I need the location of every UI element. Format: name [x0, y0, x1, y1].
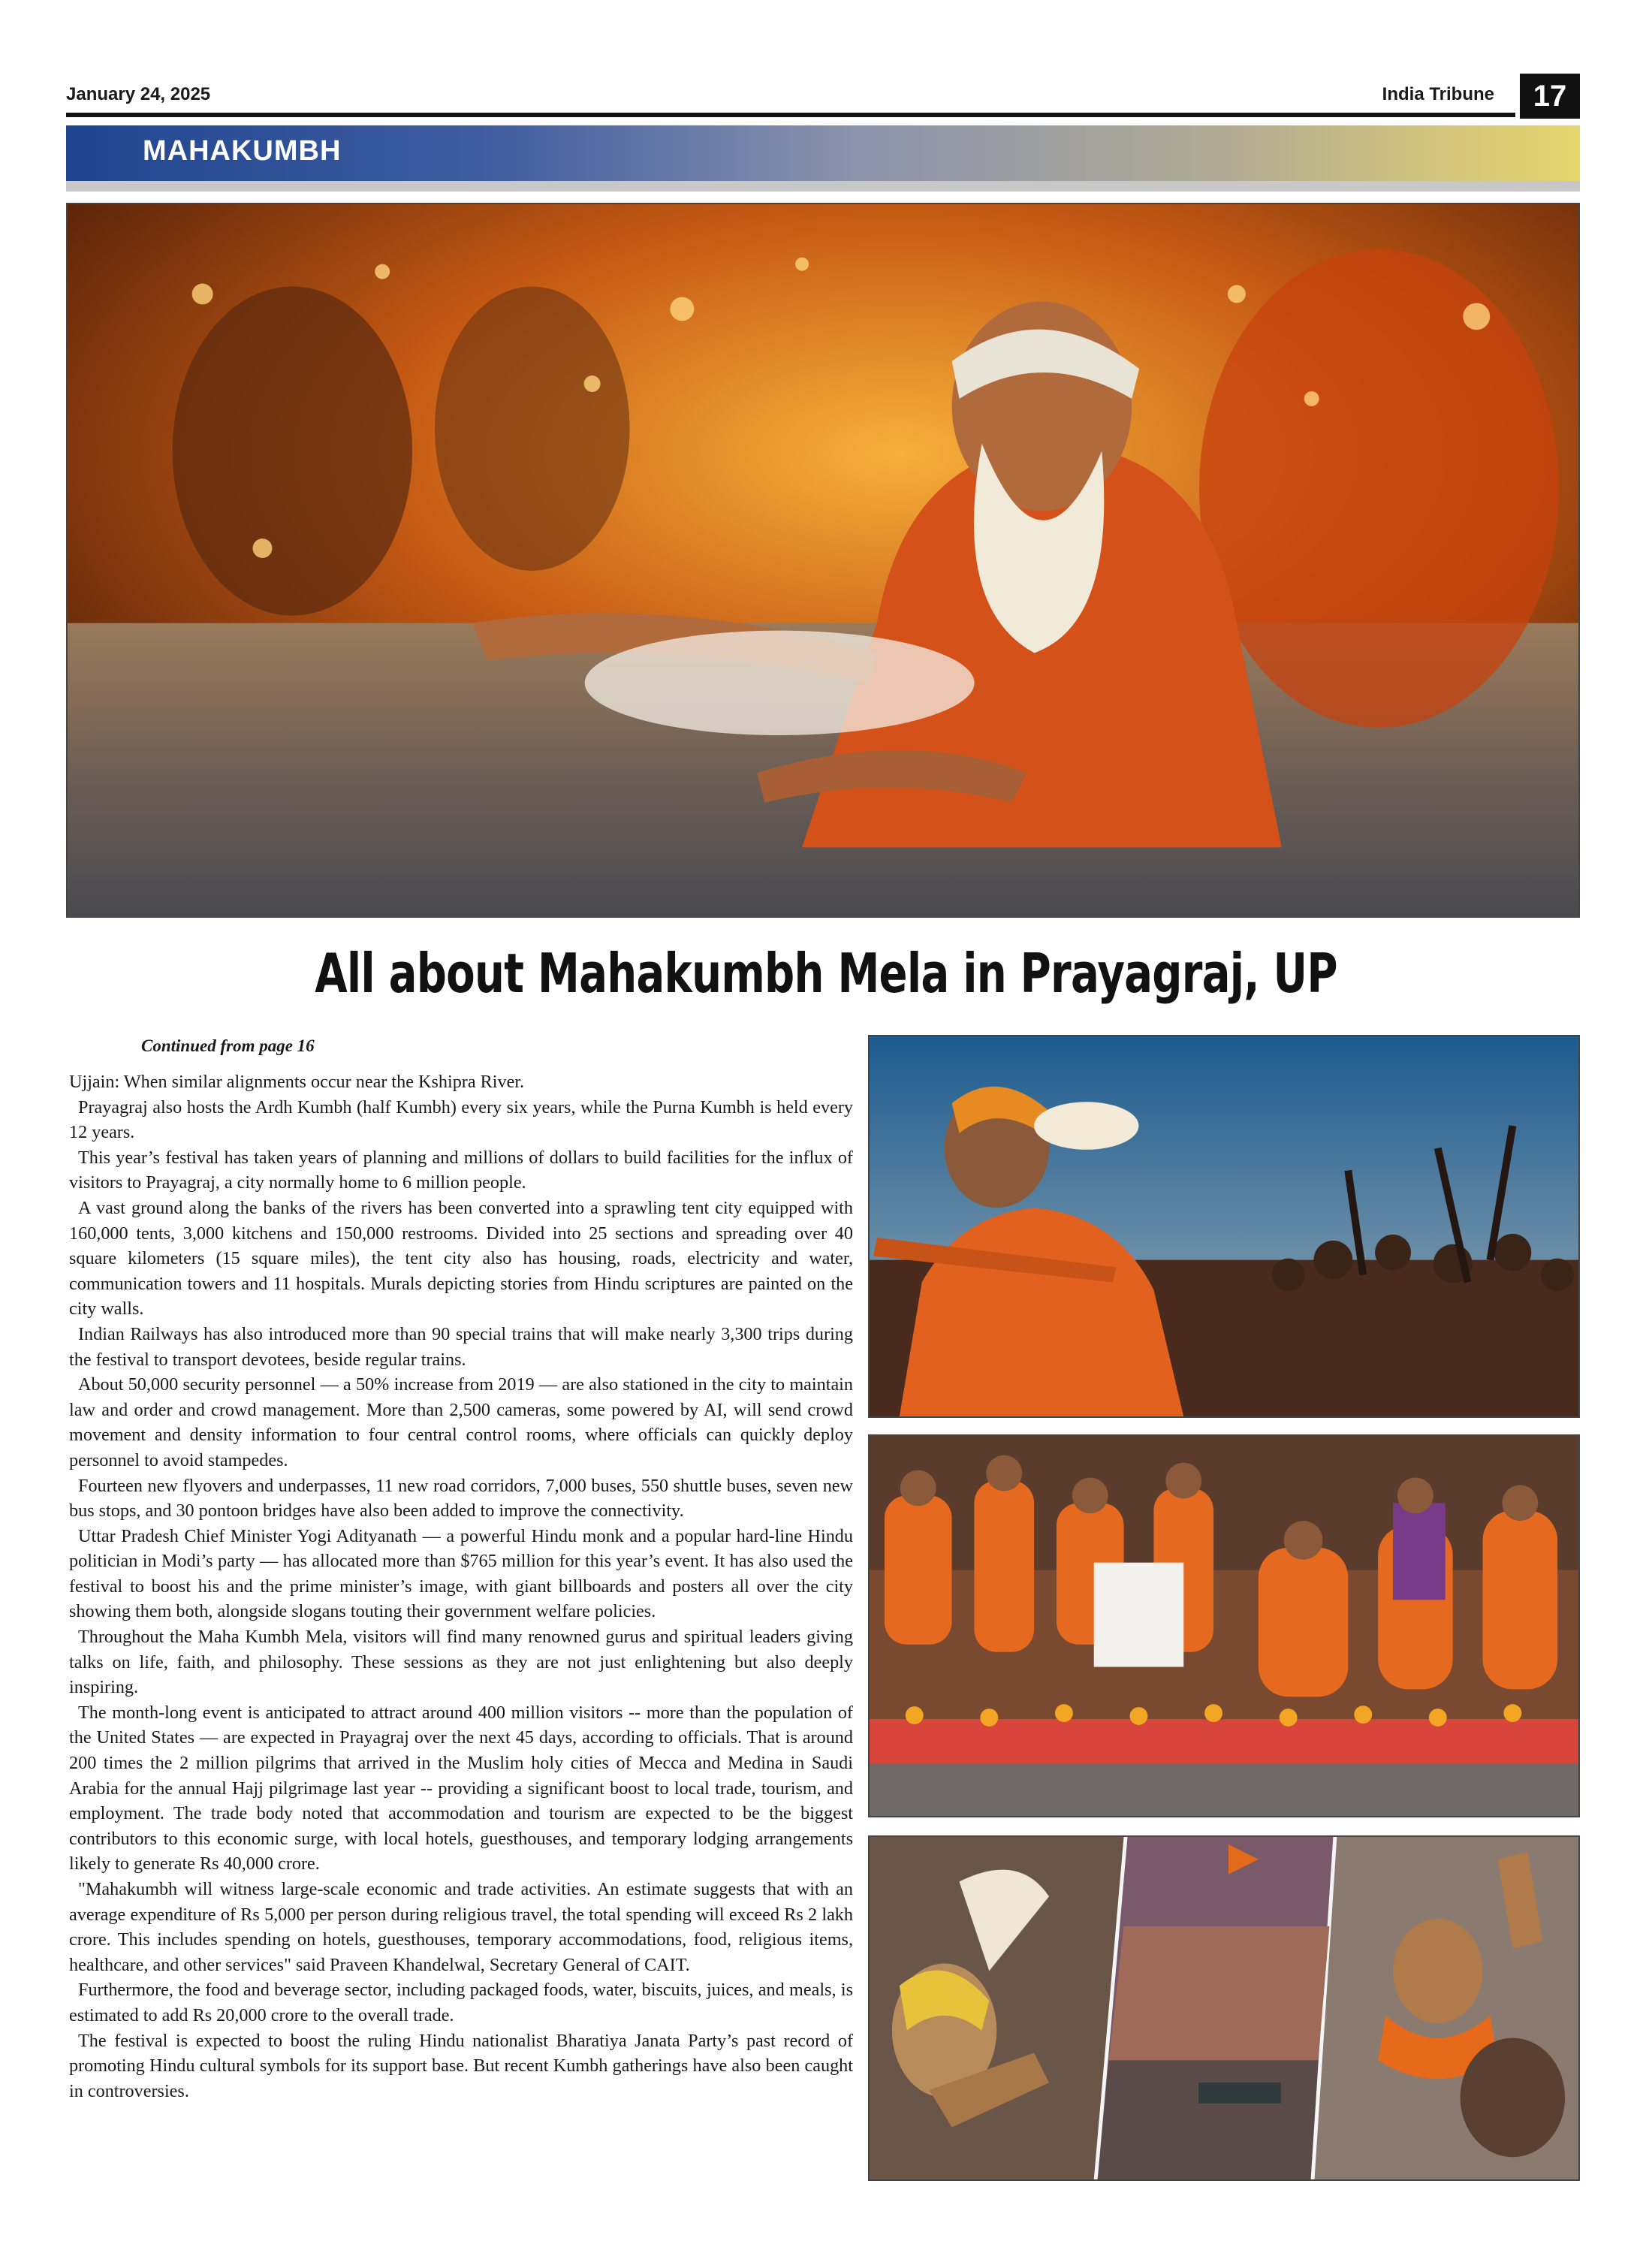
article-paragraph: Fourteen new flyovers and underpasses, 11 new road corridors, 7,000 buses, 550 shuttle buses, seven new bus stops, and 30 pontoon bridges have also been added to improve the connectivity.: [69, 1475, 853, 1522]
article-paragraph: This year’s festival has taken years of planning and millions of dollars to build facilities for the influx of visitors to Prayagraj, a city normally home to 6 million people.: [69, 1147, 853, 1193]
page-number: 17: [1520, 74, 1580, 119]
issue-date: January 24, 2025: [66, 84, 211, 104]
publication-name: India Tribune: [1382, 84, 1494, 104]
mela-collage-photo: [868, 1835, 1580, 2181]
section-underbar: [66, 181, 1580, 192]
article-paragraph: The festival is expected to boost the ruling Hindu nationalist Bharatiya Janata Party’s past record of promoting Hindu cultural symbols for its support base. But recent Kumbh gatherings have also been caught in controversies.: [69, 2030, 853, 2101]
article-paragraph: The month-long event is anticipated to attract around 400 million visitors -- more than the population of the United States — are expected in Prayagraj over the next 45 days, according to officials. That is around 200 times the 2 million pilgrims that arrived in the Muslim holy cities of Mecca and Medina in Saudi Arabia for the annual Hajj pilgrimage last year -- providing a significant boost to local trade, tourism, and employment. The trade body noted that accommodation and tourism are expected to be the biggest contributors to this economic surge, with local hotels, guesthouses, and temporary lodging arrangements likely to generate Rs 40,000 crore.: [69, 1702, 853, 1874]
article-headline: All about Mahakumbh Mela in Prayagraj, UP: [315, 942, 1337, 1005]
article-paragraph: "Mahakumbh will witness large-scale economic and trade activities. An estimate suggests that with an average expenditure of Rs 5,000 per person during religious travel, the total spending will exceed Rs 2 lakh crore. This includes spending on hotels, guesthouses, temporary accommodations, food, religious items, healthcare, and other services" said Praveen Khandelwal, Secretary General of CAIT.: [69, 1879, 853, 1975]
article-paragraph: Indian Railways has also introduced more than 90 special trains that will make nearly 3,300 trips during the festival to transport devotees, beside regular trains.: [69, 1323, 853, 1370]
continued-note: Continued from page 16: [141, 1036, 315, 1055]
article-body: [69, 1069, 853, 2104]
article-paragraph: A vast ground along the banks of the rivers has been converted into a sprawling tent city equipped with 160,000 tents, 3,000 kitchens and 150,000 restrooms. Divided into 25 sections and spreading over 40 square kilometers (15 square miles), the tent city also has housing, roads, electricity and water, communication towers and 11 hospitals. Murals depicting stories from Hindu scriptures are painted on the city walls.: [69, 1197, 853, 1320]
section-label: MAHAKUMBH: [143, 135, 342, 167]
hero-photo: [66, 203, 1580, 918]
article-paragraph: Prayagraj also hosts the Ardh Kumbh (half Kumbh) every six years, while the Purna Kumbh is held every 12 years.: [69, 1096, 853, 1143]
article-paragraph: About 50,000 security personnel — a 50% increase from 2019 — are also stationed in the city to maintain law and order and crowd management. More than 2,500 cameras, some powered by AI, will send crowd movement and density information to four central control rooms, where officials can quickly deploy personnel to avoid stampedes.: [69, 1374, 853, 1470]
article-paragraph: Uttar Pradesh Chief Minister Yogi Adityanath — a powerful Hindu monk and a popular hard-line Hindu politician in Modi’s party — has allocated more than $765 million for this year’s event. It has also used the festival to boost his and the prime minister’s image, with giant billboards and posters all over the city showing them both, alongside slogans touting their government welfare policies.: [69, 1525, 853, 1622]
header-rule: [66, 113, 1515, 117]
photo-illustration: [870, 1036, 1578, 1416]
riverbank-ritual-photo: [868, 1434, 1580, 1817]
article-paragraph: Throughout the Maha Kumbh Mela, visitors will find many renowned gurus and spiritual leaders giving talks on life, faith, and philosophy. These sessions as they are not just enlightening but also deeply inspiring.: [69, 1627, 853, 1698]
conch-blowing-sadhu-photo: [868, 1035, 1580, 1418]
photo-illustration: [870, 1837, 1578, 2179]
photo-illustration: [870, 1436, 1578, 1816]
article-paragraph: Furthermore, the food and beverage sector, including packaged foods, water, biscuits, juices, and meals, is estimated to add Rs 20,000 crore to the overall trade.: [69, 1980, 853, 2025]
article-paragraph: Ujjain: When similar alignments occur near the Kshipra River.: [69, 1072, 525, 1092]
hero-photo-illustration: [68, 204, 1578, 916]
